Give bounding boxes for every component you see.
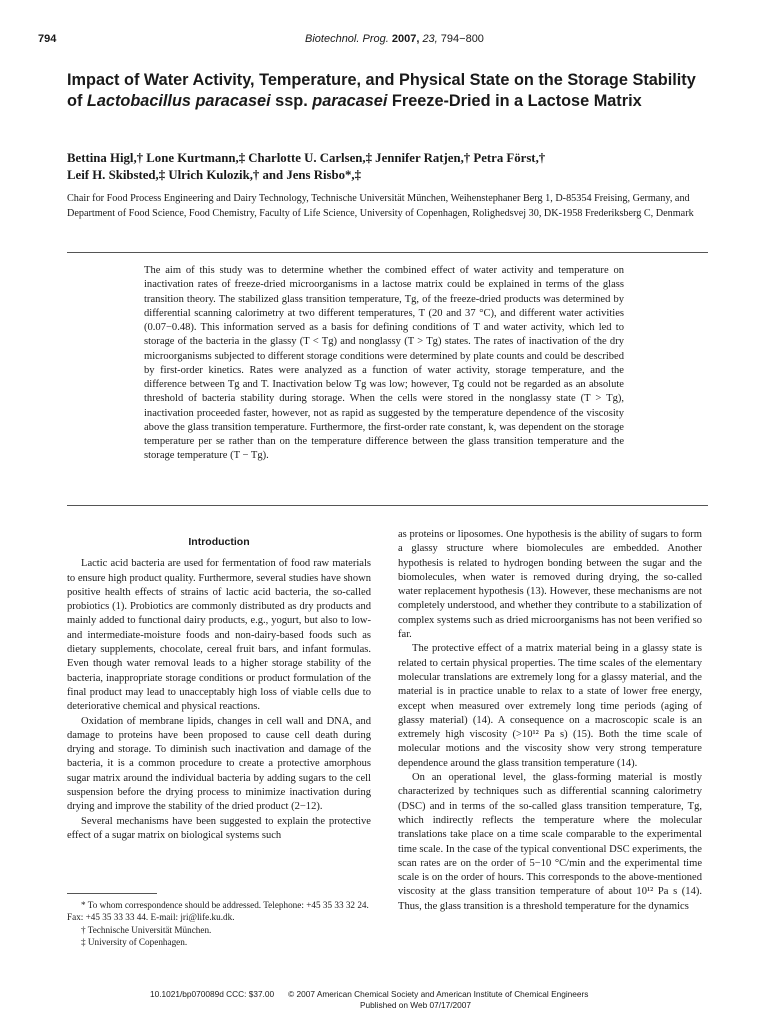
footnote-affiliation-copenhagen: ‡ University of Copenhagen. — [81, 936, 188, 947]
abstract: The aim of this study was to determine whether the combined effect of water activity and temperature on inactivation rates of freeze-dried microorganisms in a lactose matrix could be explained in terms of the glass transition theory. The stabilized glass transition temperature, Tg, of the freeze-dried products was determined by differential scanning calorimetry at two different temperatures, T (20 and 37 °C), and different water activities (0.07−0.48). This information served as a basis for defining conditions of T and water activity, which led to storage of the bacteria in the glassy (T < Tg) and nonglassy (T > Tg) states. The rates of inactivation of the dry microorganisms subjected to different storage conditions were determined by plate counts and could be described by first-order kinetics. Rates were analyzed as a function of water activity, storage temperature, and the difference between Tg and T. Inactivation below Tg was low; however, Tg could not be regarded as an absolute threshold of bacteria stability during storage. When the cells were stored in the nonglassy state (T > Tg), inactivation proceeded faster, however, not as rapid as suggested by the temperature dependence of the viscosity above the glass transition temperature. Furthermore, the first-order rate constant, k, was dependent on the storage temperature per se rather than on the temperature difference between the glass transition temperature and the storage temperature (T − Tg). — [144, 265, 624, 462]
footnote-rule — [67, 893, 157, 894]
article-title — [67, 70, 707, 111]
title-species: Lactobacillus paracasei — [86, 91, 271, 110]
journal-pages: 794−800 — [440, 33, 484, 45]
page-number: 794 — [38, 33, 57, 45]
journal-volume: 23, — [422, 33, 438, 45]
journal-header — [305, 33, 484, 45]
footnotes — [67, 899, 371, 948]
author-list — [67, 150, 707, 184]
title-part-3: Freeze-Dried in a Lactose Matrix — [387, 91, 642, 110]
footer-doi: 10.1021/bp070089d CCC: $37.00 — [150, 989, 275, 999]
page-footer — [150, 989, 710, 1010]
intro-paragraph-1: Lactic acid bacteria are used for fermentation of food raw materials to ensure high product quality. Furthermore, several studies have shown positive health effects of strains of lactic acid bacteria, the so-called probiotics (1). Probiotics are commonly distributed as dry products and mainly added to functional dairy products, e.g., yogurt, but also to low- and intermediate-moisture foods and non-dairy-based foods such as dietary supplements, chocolate, cereal fruit bars, and infant formulas. Even though water removal leads to a higher storage stability of the bacteria, inappropriate storage conditions or product formulation of the final product may lead to unacceptably high loss of viable cells due to deteriorative chemical and physical reactions. — [67, 558, 371, 713]
intro-paragraph-3: Several mechanisms have been suggested to explain the protective effect of a sugar matrix on biological systems such — [67, 815, 371, 841]
footer-copyright: © 2007 American Chemical Society and American Institute of Chemical Engineers — [288, 989, 589, 999]
affiliations: Chair for Food Process Engineering and Dairy Technology, Technische Universität München, Weihenstephaner Berg 1, D-85354 Freising, Germany, and Department of Food Science, Food Chemistry, Faculty of Life Science, University of Copenhagen, Rolighedsvej 30, DK-1958 Frederiksberg C, Denmark — [67, 193, 694, 219]
title-subspecies: paracasei — [312, 91, 388, 110]
intro-paragraph-glassy-state: The protective effect of a matrix material being in a glassy state is related to certain physical properties. The time scales of the elementary molecular translations are extremely long for a glassy material, and the material is in practice unable to relax to a state of lower free energy, except when measured over extremely long time periods (aging of glassy material) (14). A consequence on a macroscopic scale is an extremely high viscosity (>10¹² Pa s) (15). Both the time scale of molecular motions and the viscosity show very strong temperature dependence around the glass transition temperature (14). — [398, 643, 702, 769]
abstract-top-rule — [67, 252, 708, 253]
footnote-affiliation-tum: † Technische Universität München. — [81, 924, 212, 935]
authors-line-2: Leif H. Skibsted,‡ Ulrich Kulozik,† and Jens Risbo*,‡ — [67, 168, 362, 182]
authors-line-1: Bettina Higl,† Lone Kurtmann,‡ Charlotte U. Carlsen,‡ Jennifer Ratjen,† Petra Först,† — [67, 151, 546, 165]
abstract-bottom-rule — [67, 505, 708, 506]
journal-name: Biotechnol. Prog. — [305, 33, 389, 45]
introduction-heading: Introduction — [188, 536, 250, 548]
intro-paragraph-operational: On an operational level, the glass-forming material is mostly characterized by techniques such as differential scanning calorimetry (DSC) and in terms of the so-called glass transition temperature, Tg, which indirectly reflects the temperature where the molecular translations take place on a time scale comparable to the experimental time scale. In the case of the typical conventional DSC experiments, the scan rates are on the order of 5−10 °C/min and the experimental time scale is on the order of hours. This corresponds to the above-mentioned viscosity at the glass transition temperature of about 10¹² Pa s (14). Thus, the glass transition is a threshold temperature for the dynamics — [398, 772, 702, 912]
journal-year: 2007, — [391, 33, 420, 45]
intro-paragraph-2: Oxidation of membrane lipids, changes in cell wall and DNA, and damage to proteins have been proposed to cause cell death during drying and storage. To diminish such inactivation and damage of the bacteria, it is a common procedure to create a protective amorphous sugar matrix around the individual bacteria by adding sugars to the cell suspension before the drying process to minimize inactivation during drying and improve the stability of the dried product (2−12). — [67, 715, 371, 813]
title-part-2: ssp. — [270, 91, 313, 110]
intro-paragraph-continued: as proteins or liposomes. One hypothesis is the ability of sugars to form a glassy structure where biomolecules are embedded. Another hypothesis is related to hydrogen bonding between the sugar and the biomolecules, when water is removed during drying, the so-called water replacement hypothesis (13). However, these mechanisms are not completely understood, and whether they contribute to a stabilization of complex systems such as dried microorganisms has not been verified so far. — [398, 529, 702, 641]
left-column — [67, 535, 371, 843]
right-column — [398, 528, 702, 914]
footer-published: Published on Web 07/17/2007 — [360, 999, 472, 1010]
footnote-correspondence: * To whom correspondence should be addressed. Telephone: +45 35 33 32 24. Fax: +45 35 33 33 44. E-mail: jri@life.ku.dk. — [67, 900, 369, 923]
title-part-1: Impact of Water Activity, Temperature, and Physical State on the Storage Stability of — [67, 71, 696, 110]
